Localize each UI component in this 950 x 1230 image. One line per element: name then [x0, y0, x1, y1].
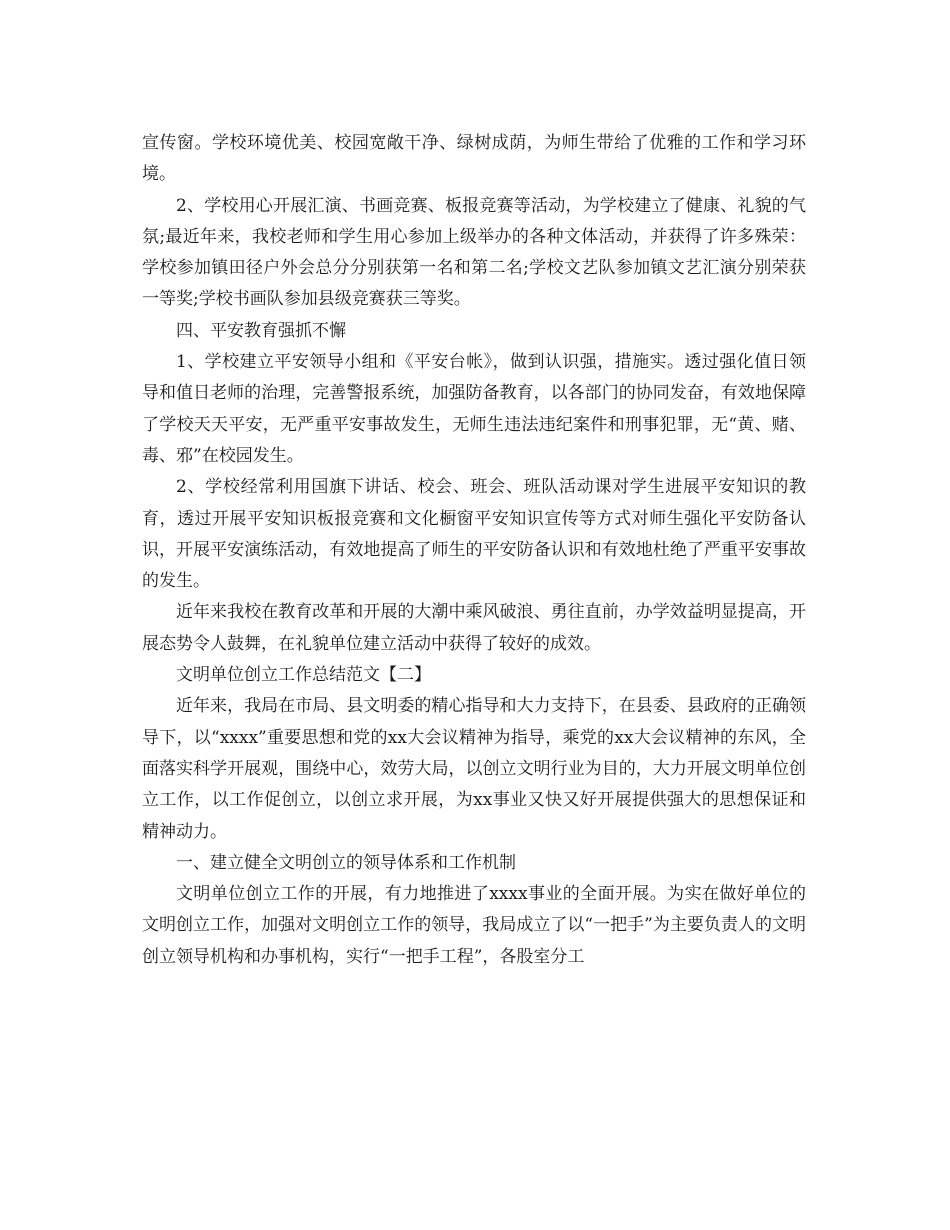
paragraph: 2、学校用心开展汇演、书画竞赛、板报竞赛等活动，为学校建立了健康、礼貌的气氛;最近年来，我校老师和学生用心参加上级举办的各种文体活动，并获得了许多殊荣：学校参加镇田径户外会总分分别获第一名和第二名;学校文艺队参加镇文艺汇演分别荣获一等奖;学校书画队参加县级竞赛获三等奖。	[142, 195, 806, 310]
paragraph: 2、学校经常利用国旗下讲话、校会、班会、班队活动课对学生进展平安知识的教育，透过开展平安知识板报竞赛和文化橱窗平安知识宣传等方式对师生强化平安防备认识，开展平安演练活动，有效地提高了师生的平安防备认识和有效地杜绝了严重平安事故的发生。	[142, 477, 806, 592]
section-heading: 四、平安教育强抓不懈	[176, 320, 346, 341]
paragraph: 文明单位创立工作的开展，有力地推进了xxxx事业的全面开展。为实在做好单位的文明创立工作，加强对文明创立工作的领导，我局成立了以“一把手”为主要负责人的文明创立领导机构和办事机构，实行“一把手工程”，各股室分工	[142, 884, 806, 967]
document-page	[142, 128, 806, 973]
paragraph: 近年来我校在教育改革和开展的大潮中乘风破浪、勇往直前，办学效益明显提高，开展态势令人鼓舞，在礼貌单位建立活动中获得了较好的成效。	[142, 602, 806, 654]
section-heading: 一、建立健全文明创立的领导体系和工作机制	[176, 852, 516, 873]
section-heading: 文明单位创立工作总结范文【二】	[176, 665, 431, 686]
paragraph: 近年来，我局在市局、县文明委的精心指导和大力支持下，在县委、县政府的正确领导下，以“xxxx”重要思想和党的xx大会议精神为指导，乘党的xx大会议精神的东风，全面落实科学开展观，围绕中心，效劳大局，以创立文明行业为目的，大力开展文明单位创立工作，以工作促创立，以创立求开展，为xx事业又快又好开展提供强大的思想保证和精神动力。	[142, 696, 806, 842]
paragraph: 1、学校建立平安领导小组和《平安台帐》，做到认识强，措施实。透过强化值日领导和值日老师的治理，完善警报系统，加强防备教育，以各部门的协同发奋，有效地保障了学校天天平安，无严重平安事故发生，无师生违法违纪案件和刑事犯罪，无“黄、赌、毒、邪”在校园发生。	[142, 352, 806, 466]
paragraph: 宣传窗。学校环境优美、校园宽敞干净、绿树成荫，为师生带给了优雅的工作和学习环境。	[142, 133, 806, 185]
